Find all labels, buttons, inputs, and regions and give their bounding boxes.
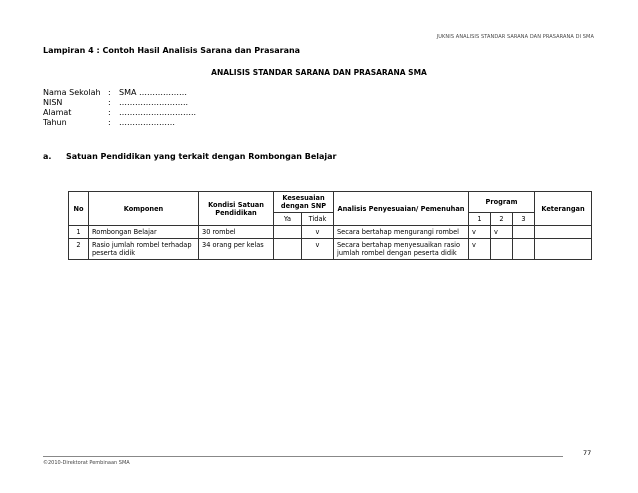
cell-no: 2 xyxy=(69,239,89,260)
cell-program-1: v xyxy=(469,239,491,260)
cell-program-2 xyxy=(491,239,513,260)
info-label-nama-sekolah: Nama Sekolah xyxy=(43,88,101,97)
cell-analisis: Secara bertahap menyesuaikan rasio jumlah rombel dengan peserta didik xyxy=(334,239,469,260)
header-kesesuaian: Kesesuaian dengan SNP xyxy=(274,192,334,213)
info-value-alamat: ……………………….. xyxy=(119,108,197,117)
cell-analisis: Secara bertahap mengurangi rombel xyxy=(334,226,469,239)
info-colon: : xyxy=(108,88,111,97)
table-header-row xyxy=(69,192,592,213)
info-value-nama-sekolah: SMA ……………… xyxy=(119,88,187,97)
header-program-2: 2 xyxy=(491,213,513,226)
header-keterangan: Keterangan xyxy=(535,192,592,226)
header-program-1: 1 xyxy=(469,213,491,226)
cell-ya xyxy=(274,239,302,260)
cell-komponen: Rombongan Belajar xyxy=(89,226,199,239)
info-value-nisn: …………………….. xyxy=(119,98,189,107)
header-ya: Ya xyxy=(274,213,302,226)
cell-program-2: v xyxy=(491,226,513,239)
cell-kondisi: 34 orang per kelas xyxy=(199,239,274,260)
cell-program-1: v xyxy=(469,226,491,239)
section-letter: a. xyxy=(43,152,52,161)
info-colon: : xyxy=(108,108,111,117)
footer-divider xyxy=(43,456,563,457)
info-colon: : xyxy=(108,98,111,107)
header-no: No xyxy=(69,192,89,226)
cell-komponen: Rasio jumlah rombel terhadap peserta didik xyxy=(89,239,199,260)
footer-copyright: ©2010-Direktorat Pembinaan SMA xyxy=(43,460,130,466)
header-tidak: Tidak xyxy=(302,213,334,226)
analysis-table xyxy=(68,191,592,260)
cell-ya xyxy=(274,226,302,239)
info-label-tahun: Tahun xyxy=(43,118,67,127)
info-label-nisn: NISN xyxy=(43,98,63,107)
info-value-tahun: ………………… xyxy=(119,118,175,127)
cell-tidak: v xyxy=(302,226,334,239)
info-label-alamat: Alamat xyxy=(43,108,72,117)
page-number: 77 xyxy=(583,449,592,457)
header-program: Program xyxy=(469,192,535,213)
header-komponen: Komponen xyxy=(89,192,199,226)
cell-kondisi: 30 rombel xyxy=(199,226,274,239)
cell-keterangan xyxy=(535,226,592,239)
lampiran-title: Lampiran 4 : Contoh Hasil Analisis Sarana dan Prasarana xyxy=(43,46,301,55)
cell-program-3 xyxy=(513,226,535,239)
table-row xyxy=(69,239,592,260)
section-title: Satuan Pendidikan yang terkait dengan Rombongan Belajar xyxy=(66,152,337,161)
cell-program-3 xyxy=(513,239,535,260)
page-title: ANALISIS STANDAR SARANA DAN PRASARANA SMA xyxy=(211,68,427,77)
header-kondisi: Kondisi Satuan Pendidikan xyxy=(199,192,274,226)
header-analisis: Analisis Penyesuaian/ Pemenuhan xyxy=(334,192,469,226)
cell-no: 1 xyxy=(69,226,89,239)
running-header: JUKNIS ANALISIS STANDAR SARANA DAN PRASARANA DI SMA xyxy=(436,34,594,40)
cell-tidak: v xyxy=(302,239,334,260)
cell-keterangan xyxy=(535,239,592,260)
table-row xyxy=(69,226,592,239)
info-colon: : xyxy=(108,118,111,127)
header-program-3: 3 xyxy=(513,213,535,226)
